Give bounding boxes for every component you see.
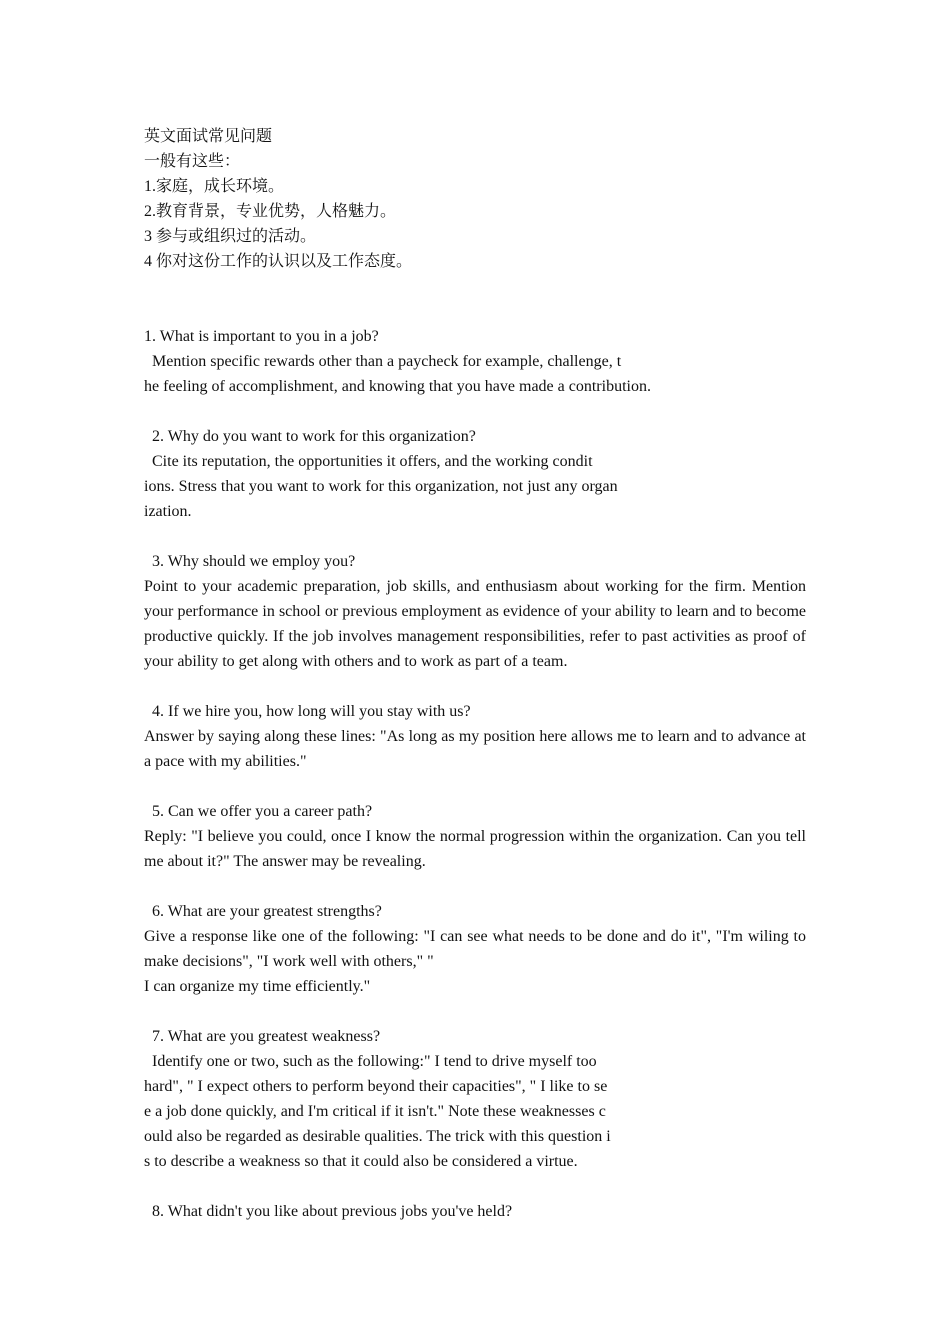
question-1: 1. What is important to you in a job? (144, 328, 379, 345)
spacer (144, 1174, 806, 1199)
answer-6: Give a response like one of the following: "I can see what needs to be done and do it", "I'm wiling to make decisions", "I work well with others," " (144, 928, 806, 970)
intro-lead: 一般有这些： (144, 153, 241, 170)
spacer (144, 524, 806, 549)
question-6: 6. What are your greatest strengths? (144, 903, 382, 920)
question-4: 4. If we hire you, how long will you stay with us? (144, 703, 471, 720)
spacer (144, 774, 806, 799)
answer-6-tail: I can organize my time efficiently." (144, 978, 371, 995)
answer-2-line: Cite its reputation, the opportunities it offers, and the working condit (144, 453, 593, 470)
answer-4: Answer by saying along these lines: "As long as my position here allows me to learn and to advance at a pace with my abilities." (144, 728, 806, 770)
spacer (144, 999, 806, 1024)
spacer (144, 674, 806, 699)
answer-1-line: Mention specific rewards other than a paycheck for example, challenge, t (144, 353, 622, 370)
answer-1-line: he feeling of accomplishment, and knowing that you have made a contribution. (144, 378, 651, 395)
question-7: 7. What are you greatest weakness? (144, 1028, 381, 1045)
intro-item: 1.家庭，成长环境。 (144, 178, 285, 195)
answer-7-line: ould also be regarded as desirable qualities. The trick with this question i (144, 1128, 611, 1145)
spacer (144, 299, 806, 324)
spacer (144, 274, 806, 299)
intro-item: 2.教育背景，专业优势，人格魅力。 (144, 203, 397, 220)
question-8: 8. What didn't you like about previous jobs you've held? (144, 1203, 513, 1220)
answer-5: Reply: "I believe you could, once I know the normal progression within the organization. Can you tell me about it?" The answer may be revealing. (144, 828, 806, 870)
answer-7-line: e a job done quickly, and I'm critical if it isn't." Note these weaknesses c (144, 1103, 606, 1120)
answer-7-line: hard", " I expect others to perform beyond their capacities", " I like to se (144, 1078, 608, 1095)
answer-2-line: ions. Stress that you want to work for this organization, not just any organ (144, 478, 618, 495)
question-5: 5. Can we offer you a career path? (144, 803, 373, 820)
spacer (144, 399, 806, 424)
intro-item: 4 你对这份工作的认识以及工作态度。 (144, 253, 413, 270)
question-2: 2. Why do you want to work for this organization? (144, 428, 476, 445)
answer-3: Point to your academic preparation, job skills, and enthusiasm about working for the firm. Mention your performance in school or previous employment as evidence of your ability to learn and to become productive quickly. If the job involves management responsibilities, refer to past activities as proof of your ability to get along with others and to work as part of a team. (144, 578, 806, 670)
answer-7-line: s to describe a weakness so that it could also be considered a virtue. (144, 1153, 578, 1170)
answer-2-line: ization. (144, 503, 192, 520)
document-body (144, 124, 806, 1224)
answer-7-line: Identify one or two, such as the following:" I tend to drive myself too (144, 1053, 597, 1070)
question-3: 3. Why should we employ you? (144, 553, 356, 570)
spacer (144, 874, 806, 899)
document-title: 英文面试常见问题 (144, 128, 273, 145)
intro-item: 3 参与或组织过的活动。 (144, 228, 317, 245)
